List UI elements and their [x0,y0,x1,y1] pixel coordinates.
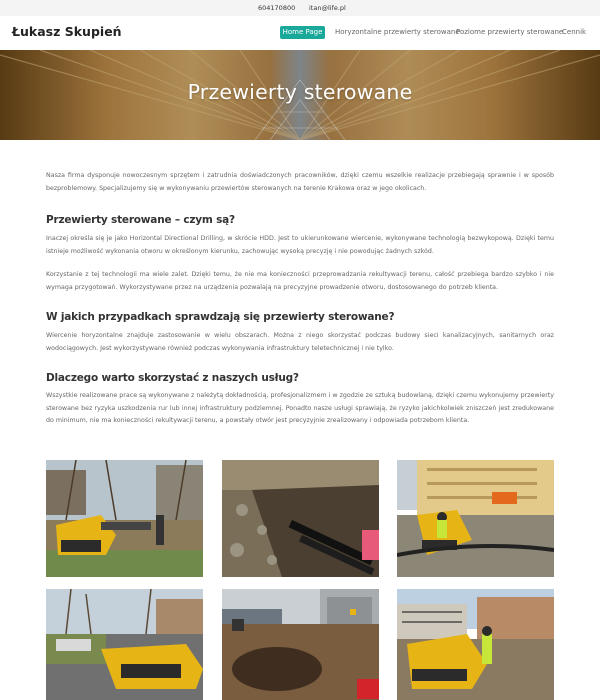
site-header [0,16,600,50]
section-paragraph: Wiercenie horyzontalne znajduje zastosowanie w wielu obszarach. Można z niego skorzystać podczas budowy sieci kanalizacyjnych, sanitarnych oraz wodociągowych. Jest wykorzystywane również podczas wykonywania infrastruktury teletechnicznej i nie tylko. [46,332,554,352]
section-paragraph: Korzystanie z tej technologii ma wiele zalet. Dzięki temu, że nie ma konieczności przeprowadzania rekultywacji terenu, całość przebiega bardzo szybko i nie wymaga przygotowań. Wykorzystywane przez na urządzenia pozwalają na precyzyjne prowadzenie otworu, dostosowanego do potrzeb klienta. [46,271,554,291]
section-what-is-body [46,233,554,258]
gallery-photo-3[interactable] [397,460,554,577]
section-use-cases [46,311,554,323]
gallery-photo-5[interactable] [222,589,379,700]
gallery-photo-1[interactable] [46,460,203,577]
section-use-cases-body [46,330,554,355]
nav-cennik[interactable]: Cennik [562,28,587,36]
email-link[interactable]: itan@life.pl [309,4,346,12]
photo-excavation-cabinet [222,589,379,700]
gallery-photo-6[interactable] [397,589,554,700]
nav-horyzontalne[interactable]: Horyzontalne przewierty sterowane [335,28,460,36]
section-why-us-body [46,390,554,428]
photo-rig-apartments [397,460,554,577]
section-heading: Dlaczego warto skorzystać z naszych usług? [46,372,299,384]
nav-home[interactable]: Home Page [280,26,325,39]
intro-text-block [46,170,554,195]
gallery-photo-2[interactable] [222,460,379,577]
photo-rig-street [46,589,203,700]
page-title: Przewierty sterowane [187,80,413,104]
site-logo[interactable]: Łukasz Skupień [12,24,122,39]
photo-trench-pipes [222,460,379,577]
section-heading: W jakich przypadkach sprawdzają się przewierty sterowane? [46,311,395,323]
photo-rig-city [397,589,554,700]
section-paragraph: Inaczej określa się je jako Horizontal Directional Drilling, w skrócie HDD. Jest to ukierunkowane wiercenie, wykonywane technologią bezwykopową. Dzięki temu istnieje możliwość wykonania otworu w określonym kierunku, zachowując wysoką precyzję i nie powodując żadnych szkód. [46,235,554,255]
gallery-photo-4[interactable] [46,589,203,700]
photo-drilling-rig-yard [46,460,203,577]
section-heading: Przewierty sterowane – czym są? [46,214,235,226]
nav-poziome[interactable]: Poziome przewierty sterowane [456,28,564,36]
phone-link[interactable]: 604170800 [258,4,296,12]
section-paragraph: Wszystkie realizowane prace są wykonywane z należytą dokładnością, profesjonalizmem i w zgodzie ze sztuką budowlaną, dzięki czemu wykonujemy przewierty sterowane bez ryzyka uszkodzenia rur lub innej infrastruktury podziemnej. Ponadto nasze usługi sprawiają, że ryzyko jakichkolwiek zniszczeń jest zredukowane do minimum, nie ma konieczności rekultywacji terenu, a powstały otwór jest precyzyjnie zrealizowany i odpowiada potrzebom klienta. [46,392,554,424]
section-what-is-body-2 [46,269,554,294]
section-why-us [46,372,554,384]
hero-banner [0,50,600,140]
section-what-is [46,214,554,226]
intro-paragraph: Nasza firma dysponuje nowoczesnym sprzętem i zatrudnia doświadczonych pracowników, dzięki czemu wszelkie realizacje przebiegają sprawnie i w sposób bezproblemowy. Specjalizujemy się w wykonywaniu przewiertów sterowanych na terenie Krakowa oraz w jego okolicach. [46,172,554,192]
top-contact-bar [0,0,600,16]
